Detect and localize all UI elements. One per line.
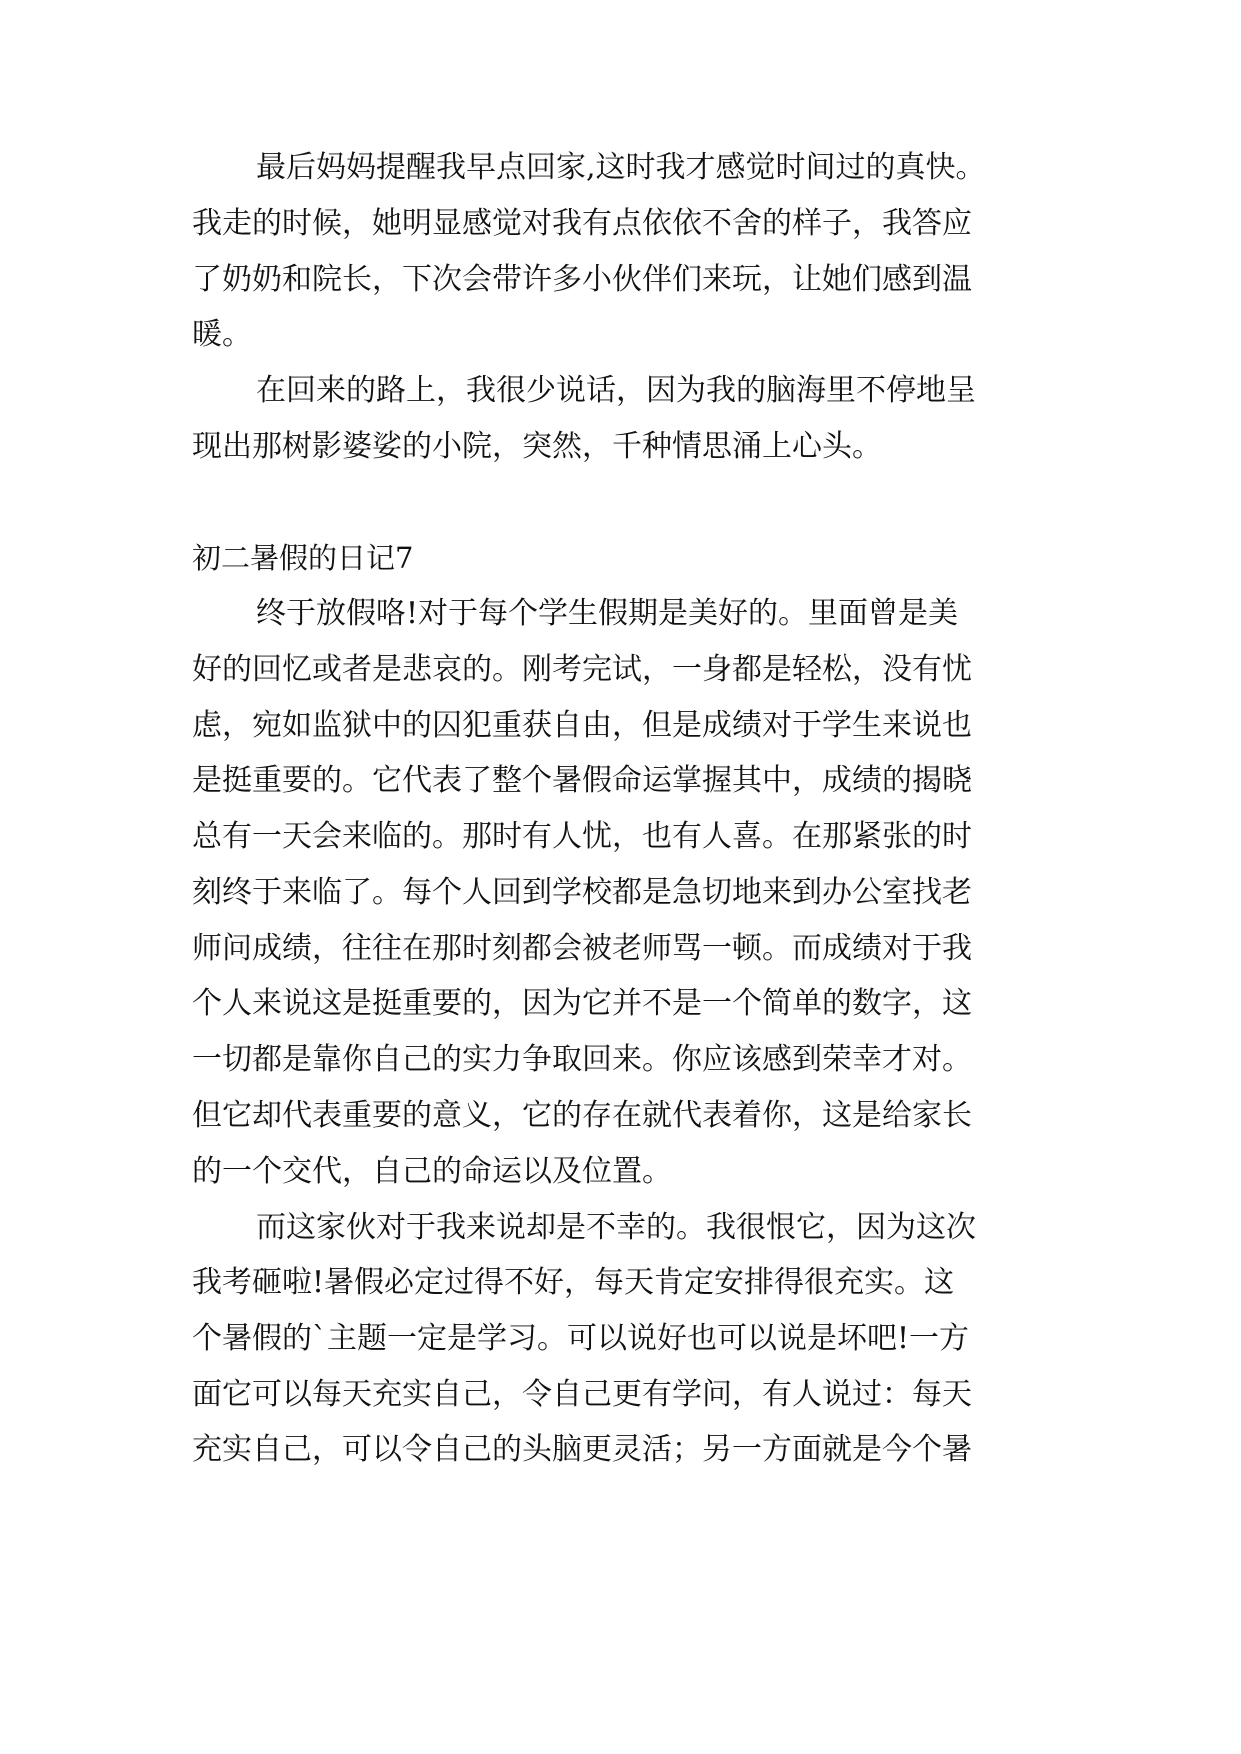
section-heading: 初二暑假的日记7 — [192, 541, 414, 575]
paragraph-line: 我考砸啦!暑假必定过得不好，每天肯定安排得很充实。这 — [192, 1265, 955, 1300]
paragraph-line: 刻终于来临了。每个人回到学校都是急切地来到办公室找老 — [192, 875, 972, 910]
paragraph-line: 好的回忆或者是悲哀的。刚考完试，一身都是轻松，没有忧 — [192, 652, 972, 687]
paragraph-line: 个暑假的`主题一定是学习。可以说好也可以说是坏吧!一方 — [192, 1321, 970, 1356]
paragraph-line: 总有一天会来临的。那时有人忧，也有人喜。在那紧张的时 — [192, 819, 972, 854]
paragraph-line: 但它却代表重要的意义，它的存在就代表着你，这是给家长 — [192, 1098, 972, 1133]
paragraph-line: 暖。 — [192, 317, 252, 352]
paragraph-line: 现出那树影婆娑的小院，突然，千种情思涌上心头。 — [192, 429, 882, 464]
paragraph-line: 最后妈妈提醒我早点回家,这时我才感觉时间过的真快。 — [256, 150, 986, 185]
paragraph-line: 是挺重要的。它代表了整个暑假命运掌握其中，成绩的揭晓 — [192, 763, 972, 798]
paragraph-line: 我走的时候，她明显感觉对我有点依依不舍的样子，我答应 — [192, 206, 972, 241]
paragraph-line: 个人来说这是挺重要的，因为它并不是一个简单的数字，这 — [192, 986, 972, 1021]
paragraph-line: 虑，宛如监狱中的囚犯重获自由，但是成绩对于学生来说也 — [192, 708, 972, 743]
paragraph-line: 充实自己，可以令自己的头脑更灵活；另一方面就是今个暑 — [192, 1432, 972, 1467]
paragraph-line: 终于放假咯!对于每个学生假期是美好的。里面曾是美 — [256, 596, 959, 631]
paragraph-line: 而这家伙对于我来说却是不幸的。我很恨它，因为这次 — [256, 1210, 976, 1245]
paragraph-line: 一切都是靠你自己的实力争取回来。你应该感到荣幸才对。 — [192, 1042, 972, 1077]
paragraph-line: 师问成绩，往往在那时刻都会被老师骂一顿。而成绩对于我 — [192, 931, 972, 966]
paragraph-line: 面它可以每天充实自己，令自己更有学问，有人说过：每天 — [192, 1377, 972, 1412]
paragraph-line: 的一个交代，自己的命运以及位置。 — [192, 1154, 672, 1189]
paragraph-line: 在回来的路上，我很少说话，因为我的脑海里不停地呈 — [256, 373, 976, 408]
paragraph-line: 了奶奶和院长，下次会带许多小伙伴们来玩，让她们感到温 — [192, 262, 972, 297]
